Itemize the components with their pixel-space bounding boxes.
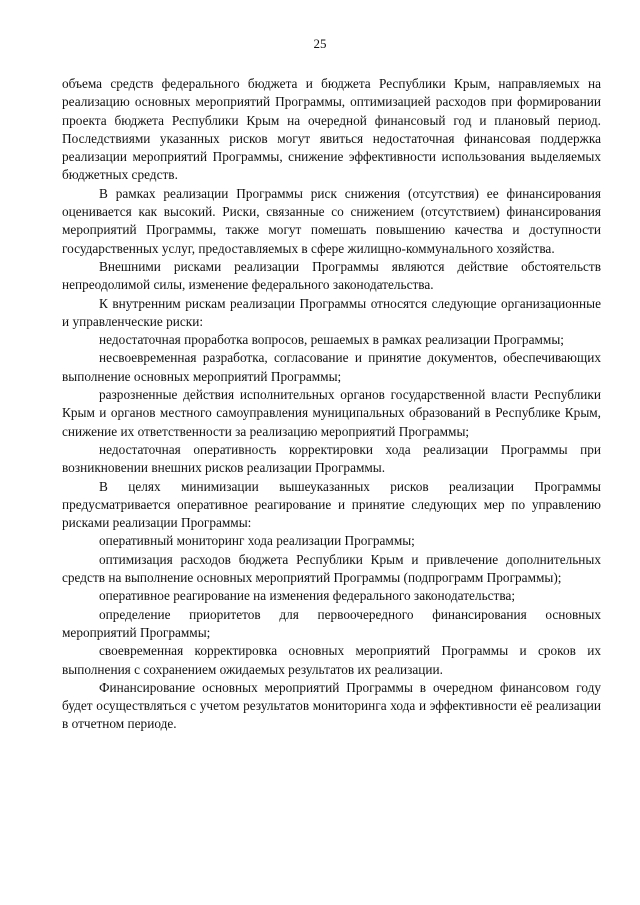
paragraph-continuation: объема средств федерального бюджета и бюджета Республики Крым, направляемых на реализацию основных мероприятий Программы, оптимизацией расходов при формировании проекта бюджета Республики Крым на очередной финансовый год и плановый период. Последствиями указанных рисков могут явиться недостаточная финансовая поддержка реализации мероприятий Программы, снижение эффективности использования выделяемых бюджетных средств. [62, 76, 601, 183]
paragraph: К внутренним рискам реализации Программы относятся следующие организационные и управленческие риски: [62, 295, 601, 329]
document-body [62, 75, 601, 734]
list-item: оперативное реагирование на изменения федерального законодательства; [99, 588, 516, 604]
paragraph: Финансирование основных мероприятий Программы в очередном финансовом году будет осуществляться с учетом результатов мониторинга хода и эффективности её реализации в отчетном периоде. [62, 679, 601, 732]
page-number: 25 [313, 36, 327, 51]
list-item: своевременная корректировка основных мероприятий Программы и сроков их выполнения с сохранением ожидаемых результатов их реализации. [62, 643, 601, 677]
list-item: разрозненные действия исполнительных органов государственной власти Республики Крым и органов местного самоуправления муниципальных образований в Республике Крым, снижение их ответственности за реализацию мероприятий Программы; [62, 387, 601, 439]
paragraph: В целях минимизации вышеуказанных рисков реализации Программы предусматривается оперативное реагирование и принятие следующих мер по управлению рисками реализации Программы: [62, 478, 601, 531]
list-item: определение приоритетов для первоочередного финансирования основных мероприятий Программы; [62, 606, 601, 640]
paragraph: В рамках реализации Программы риск снижения (отсутствия) ее финансирования оценивается как высокий. Риски, связанные со снижением (отсутствием) финансирования мероприятий Программы, также могут помешать повышению качества и доступности государственных услуг, предоставляемых в сфере жилищно-коммунального хозяйства. [62, 185, 601, 256]
list-item: оптимизация расходов бюджета Республики Крым и привлечение дополнительных средств на выполнение основных мероприятий Программы (подпрограмм Программы); [62, 551, 601, 586]
list-item: недостаточная проработка вопросов, решаемых в рамках реализации Программы; [99, 332, 564, 348]
list-item: оперативный мониторинг хода реализации Программы; [99, 533, 415, 549]
list-item: несвоевременная разработка, согласование и принятие документов, обеспечивающих выполнение основных мероприятий Программы; [62, 350, 601, 384]
list-item: недостаточная оперативность корректировки хода реализации Программы при возникновении внешних рисков реализации Программы. [62, 441, 601, 476]
paragraph: Внешними рисками реализации Программы являются действие обстоятельств непреодолимой силы, изменение федерального законодательства. [62, 258, 601, 293]
